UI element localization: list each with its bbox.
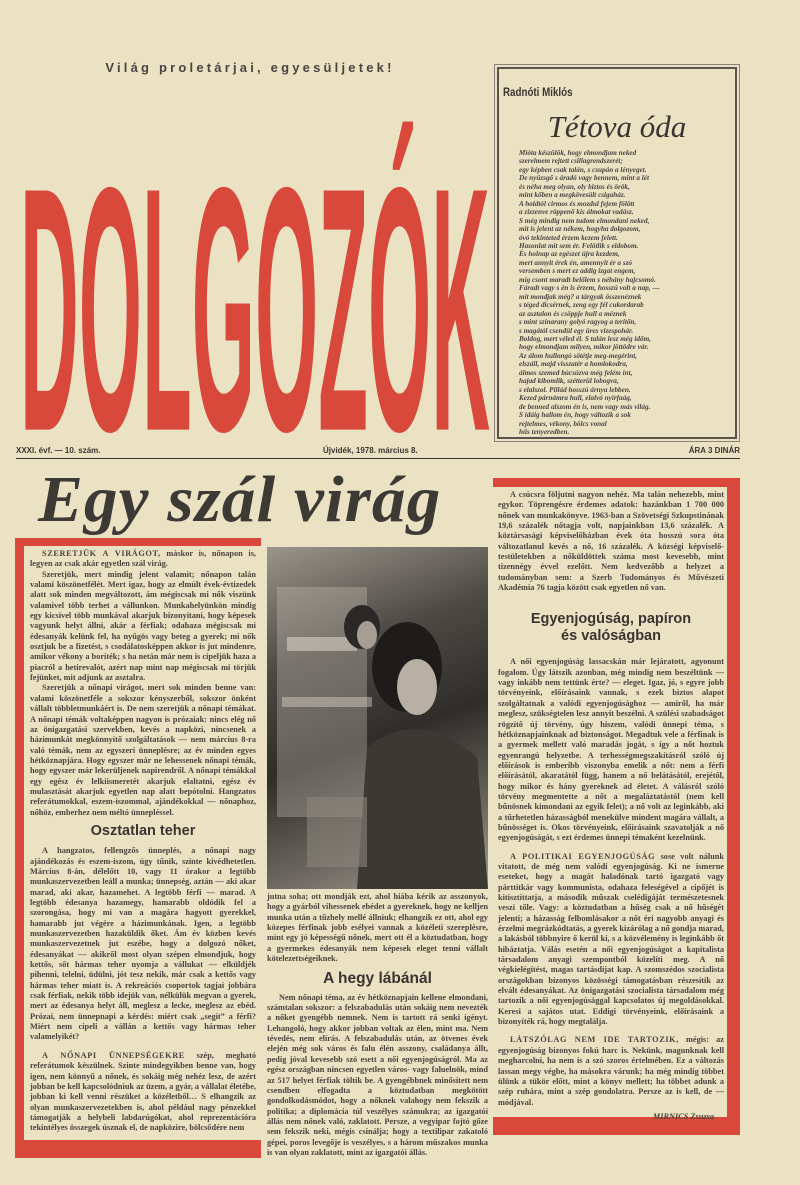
subheading-egyenjogusag xyxy=(498,611,724,645)
masthead-slogan: Világ proletárjai, egyesüljetek! xyxy=(105,60,395,75)
paragraph-text: A hangzatos, fellengzős ünneplés, a nőnapi nagy ajándékozás és eszem-iszom, úgy tűnik, szinte kivédhetetlen. Március 8-án, délelőtt 10, vagy 11 órakor a legtöbb munkaszervezetben leáll a munka; ünnepség, aztán — aki akar marad, aki akar, hazamehet. A legtöbb férfi — marad. A legtöbb édesanya hazamegy, hamarabb oldódik fel a szorongása, hogy mi van a magára hagyott gyerekkel, hamarabb jut végére a házimunkának. Igen, a legtöbb munkaszervezetben hazaküldik őket. Ám év közben kevés munkaszervezetnek jut eszébe, hogy a dolgozó nőket, édesanyákat — akikről most olyan szépen elmondjuk, hogy kettős, sőt hármas teher nyomja a vállukat — elküldjék pihenni, telelni, üdülni, jót tesz nekik, már csak a kettős vagy hármas teher miatt is. A rekreációs csoportok tagjai jobbára csak férfiak, nekik több idejük van, nélkülük megvan a gyerek, mert az édesanya helyt áll, meglesz a lecke, meglesz az ebéd. Prózai, nem ünnepnapi a kérdés: miért csak „segít” a férfi? Miért nem cipeli a vállán a kettős vagy hármas teher valamelyikét? xyxy=(30,846,256,1042)
photo-women-at-textile-machines xyxy=(267,547,488,889)
poem-line: míg csont maradt belőlem s néhány hajcsomó. xyxy=(519,275,656,284)
poem-line: és néha meg olyan, oly biztos és örök, xyxy=(519,182,630,191)
poem-line: s téged dicsérnek, zeng egy fél cukordarab xyxy=(519,301,644,310)
paragraph-text: szép, megható referátumok készülnek. Szinte mindegyikben benne van, hogy igen, nem könnyű a nőnek, és sokáig még nehéz lesz, de azért jobban be kell kapcsolódniuk az üzem, a gyár, a vállalat életébe, jobban ki kell venni részüket a közéletből… S elhangzik az olyan munkaszervezetekben is, ahol például nagy pénzekkel támogatják a helybeli labdarúgókat, ahol reprezentációra tekintélyes összegek úsznak el, de napközire, bölcsődére nem xyxy=(30,1050,256,1133)
place-date: Újvidék, 1978. március 8. xyxy=(323,446,418,455)
lead-caps: SZERETJÜK A VIRÁGOT, xyxy=(42,549,161,558)
subheading-osztatlan-teher: Osztatlan teher xyxy=(90,822,196,839)
poem-line: mert annyit érek én, amennyit ér a szó xyxy=(519,258,633,267)
masthead-logo xyxy=(18,82,493,437)
poem-title: Tétova óda xyxy=(547,109,687,144)
paragraph-text: máskor is, nőnapon is, legyen az csak akár egyetlen szál virág. xyxy=(30,549,257,569)
poem-line: s mint színarany golyó ragyog a terítőn, xyxy=(519,318,637,327)
poem-line: álmos szemed búcsúzva még felém int, xyxy=(519,368,633,377)
paragraph xyxy=(30,1051,256,1134)
poem-line: És holnap az egészet újra kezdem, xyxy=(519,250,620,259)
poem-line: hogy elmondjam milyen, mikor jöttödre vár. xyxy=(519,343,649,352)
paragraph xyxy=(30,570,256,684)
poem-line: De nyüzsgő s áradó vagy bennem, mint a lét xyxy=(519,174,649,183)
dateline xyxy=(16,444,740,459)
poem-line: Hasonlat mit sem ér. Felötlik s eldobom. xyxy=(519,241,639,250)
poem-line: hűs tenyeredben. xyxy=(519,427,570,436)
poem-line: mit mondjak még? a tárgyak összenéznek xyxy=(519,292,642,301)
poem-line: s magától csendül egy üres vizespohár. xyxy=(519,326,634,335)
red-rule-top-right xyxy=(493,478,740,487)
paragraph-text: Szeretjük, mert mindig jelent valamit; nőnapon talán valami köszönetfélét. Mert igaz, hogy az elmúlt évek-évtizedek alatt sok minden megváltozott, ám mégiscsak mi nők viszünk valamivel több terhet a vállunkon. Munkahelyünkön mindig egy kicsivel több munkával akarjuk bizonyítani, hogy képesek vagyunk helyt állni, akár a férfiak; odahaza mégiscsak mi édesanyák kelünk fel, ha nyűgös vagy beteg a gyerek; mi nők osztjuk be a fizetést, s csodálatosképpen akkor is jut mindenre, amikor vékony a boríték; s ha netán már nem is cipeljük haza a piacról a hetirevalót, azért nap mint nap mégiscsak mi törjük fejünket, mit adjunk az asztalra. xyxy=(30,569,256,683)
poem-line: Az álom hullongó sötétje meg-megérint, xyxy=(519,351,638,360)
poem-line: S idáig hallom én, hogy változik a sok xyxy=(519,411,631,420)
paragraph xyxy=(30,549,256,570)
poem-line: rejtelmes, vékony, bölcs vonal xyxy=(519,419,607,428)
red-rule-right xyxy=(727,478,740,1135)
paragraph xyxy=(498,657,724,843)
poem-text xyxy=(519,149,734,436)
poem-line: a zizzenve röppenő kis álmokat vadász. xyxy=(519,208,634,217)
poem-line: Kezed párnámra hull, elalvó nyírfaág, xyxy=(519,394,632,403)
poem-line: mit is jelent az nékem, hogyha dolgozom, xyxy=(519,225,641,234)
paragraph xyxy=(30,846,256,1043)
poem-line: versemben s mert ez addig izgat engem, xyxy=(519,267,636,276)
poem-line: az asztalon és csöppje hull a méznek xyxy=(519,309,627,318)
poem-box xyxy=(497,67,737,439)
photo-image xyxy=(267,547,488,889)
masthead-title: DOLGOZÓK xyxy=(20,115,490,437)
subheading-line: és valóságban xyxy=(561,628,661,645)
paragraph xyxy=(30,683,256,817)
poem-line: Fáradt vagy s én is érzem, hosszú volt a nap, — xyxy=(519,284,660,293)
poem-line: Mióta készülök, hogy elmondjam neked xyxy=(519,149,637,157)
issue-number: XXXI. évf. — 10. szám. xyxy=(16,446,101,455)
article-headline: Egy szál virág xyxy=(38,463,442,536)
paragraph: jutna soha; ott mondják ezt, ahol hiába kérik az asszonyok, hogy a gyárból vihessenek ebédet a gyereknek, hogy ne kelljen munka után a tűzhely mellé állniuk; elhangzik ez ott, ahol egy közepes férfinak jobb esélyei vannak a közéleti szereplésre, mint egy jó képességű nőnek, mert ott él a köztudatban, hogy a gyermekes édesanyák nem képesek eleget tenni vállalt kötelezettségeiknek. xyxy=(267,892,488,964)
paragraph-text: mégis: az egyenjogúság bizonyos fokú harc is. Nekünk, magunknak kell megharcolni, ha nem is a szó szoros értelmében. Ez a változás lassan megy végbe, ha másokra várunk; ha még mindig többet ülünk a tükör előtt, mint a könyv mellett; ha többet adunk a szép ruhára, mint a szép gondolatra. Persze az is kell, de — módjával. xyxy=(498,1035,724,1107)
red-rule-bottom-left xyxy=(15,1140,261,1158)
paragraph: A csúcsra följutni nagyon nehéz. Ma talán nehezebb, mint egykor. Töprengésre érdemes adatok: hazánkban 1 700 000 nőnek van munkakönyve. 1963-ban a Szövetségi Szkupstinának 19,6 százalék nőtagja volt, napjainkban 13,6 százalék. A köztársasági képviselőházban évek óta hosszú sora óta változatlanul kevés a nő, 16 százalék. A községi képviselő-testületekben a nőküldöttek száma most kevesebb, mint tizennégy évvel ezelőtt. Nem kedvezőbb a helyzet a tudományban sem: a Szerb Tudományos és Művészeti Akadémia 76 tagja között csak egyetlen nő van. xyxy=(498,490,724,593)
paragraph xyxy=(498,1035,724,1107)
subheading-a-hegy-labanal: A hegy lábánál xyxy=(323,970,432,988)
poem-line: S még mindig nem tudom elmondani neked, xyxy=(519,216,650,225)
poem-line: hajad kibomlik, szétterül lobogva, xyxy=(519,377,619,386)
subheading-line: Egyenjogúság, papíron xyxy=(530,611,692,628)
article-middle-column xyxy=(267,892,488,1158)
poem-line: mint kőben a megkövesült csigaház. xyxy=(519,191,626,200)
paragraph-text: sose volt nálunk vitatott, de még nem valódi egyenjogúság. Ki ne ismerne eseteket, hogy a magát haladónak tartó igazgató vagy párttitkár vagy kommunista, odahaza feleségével a cipőjét is kitisztíttatja, a második műszak cselédigáját természetesnek veszi tőle. Vagy: a köztudatban a hűség csak a nő hűségét jelenti; a házasság felbomlásakor a nőt éri nagyobb anyagi és érzelmi megrázkódtatás, a gyerek kizárólag a nő gondja marad, a lakásból többnyire ő kerül ki, s a közvélemény is leginkább őt hibáztatja. Válás esetén a női egyenjogúságot a kapitalista társadalom anyagi szempontból közelíti meg. A nő végkielégítést, magas tartásdíjat kap. A szomszédos szocialista országokban bizonyos közösségi támogatásban részesítik az elvált édesanyákat. Az önigazgatási szocialista társadalom még tartozik a női egyenjogúsággal kapcsolatos új megoldásokkal. Keresi a sajátos utat. Eddigi törvényeink, előírásaink a bizonyíték rá, hogy megtalálja. xyxy=(498,851,724,1027)
lead-caps: A NŐNAPI ÜNNEPSÉGEKRE xyxy=(42,1050,185,1060)
poem-line: A holdtól cirmos és mozdul fejem fölött xyxy=(519,199,635,208)
lead-caps: LÁTSZÓLAG NEM IDE TARTOZIK, xyxy=(510,1035,679,1045)
byline: MIRNICS Zsuzsa xyxy=(652,1111,714,1121)
poem-line: de benned alszom én is, nem vagy más világ. xyxy=(519,402,651,411)
article-left-column xyxy=(30,549,256,1134)
poem-line: szerelmem rejtett csillagrendszerét; xyxy=(519,157,623,166)
paragraph-text: A női egyenjogúság lassacskán már lejáratott, agyonunt fogalom. Úgy látszik azonban, még mindig nem beszéltünk — vagy inkább nem tettünk érte? — eleget. Igaz, jó, s egyre jobb törvényeink, előírásaink vannak, s ezek biztos alapot szolgáltatnak a valódi egyenjogúsághoz — amiről, ha már meglesz, szükségtelen lesz annyit beszélni. A szülési szabadságot rögzítő új törvény, úgy hiszem, valódi ünnepi téma, s hétköznapjainknak ad biztonságot. Megadtuk vele a férfinak is a gyermek mellett való maradás jogát, s így a nőt hoztuk egyenrangú helyzetbe. A terhességmegszakításról szóló új előírások is emberibb viszonyba emelik a nőt: nem a férfi előírásától, akaratától függ, hanem a nő belátásától, erejétől, hogy mikor és hány gyereknek ad életet. A válásról szóló törvény megmentette a nőt a megaláztatástól (nem kell bűnösnek kimondani az egyik felet); a nő volt az leginkább, aki a tűrhetetlen házasságból menekülve mindent magára vállalt, a bűnösséget is. Okos törvényeink, előírásaink szavatolják a nő egyenjogúságát, s ezt érdemes ünnepi témaként kezelnünk. xyxy=(498,657,724,843)
poem-line: óvó tekinteted érzem kezem felett. xyxy=(519,233,618,242)
red-rule-top-left xyxy=(15,538,261,546)
poem-author: Radnóti Miklós xyxy=(503,87,573,99)
poem-line: Boldog, mert véled él. S talán lesz még időm, xyxy=(519,334,651,343)
lead-caps: A POLITIKAI EGYENJOGÚSÁG xyxy=(510,851,656,861)
price: ÁRA 3 DINÁR xyxy=(688,446,740,455)
poem-line: elszáll, majd visszatér a homlokodra, xyxy=(519,360,628,369)
red-rule-left xyxy=(15,538,24,1158)
paragraph-text: Szeretjük a nőnapi virágot, mert sok minden benne van: valami köszönetféle a sokszor kényszerből, sokszor önként vállalt többletmunkáért is. De nem szeretjük a nőnapi témákat. A nőnapi témák voltaképpen nagyon is prózaiak: nincs elég nő az önigazgatási szervekben, kevés a napközi, nincsenek a házimunkát megkönnyítő szolgáltatások — nem március 8-ra való témák, nem az egyszeri ünneplésre; az év minden egyes hétköznapjára. Hogy egyszer már ne lehessenek nőnapi témák, hogy egyszer már lekerüljenek napirendről. A nőnapi témákkal egy egész év lelkiismeretét akarjuk elaltatni, egész év mulasztását akarjuk egyetlen nap alatt bepótolni. Hangzatos referátumokkal, eszem-iszommal, ajándékokkal — nőnaphoz, nőhöz, emberhez nem méltó ünnepléssel. xyxy=(30,683,256,817)
poem-line: s elalszol. Pillád hosszú árnya lebben. xyxy=(519,385,631,394)
paragraph: Nem nőnapi téma, az év hétköznapjain kellene elmondani, számtalan sokszor: a felszabadulás után sokáig nem nevezték a nőket gyengébb nemnek. Nem is tartott rá senki igényt. Lehangoló, hogy akkor jobban voltak az élen, mint ma. Nem tévedés, nem elírás. A felszabadulás után, az ötvenes évek elején még sok város és falu élén asszony, családanya állt, pedig jóval kevesebb szó esett a női egyenjogúságról. Ma az egész országban nincsen egyetlen város- vagy faluelnök, mind az 517 helyet férfiak töltik be. A gyengébbnek minősített nem csendben elfogadta a köztudatban megkötött gondolkodásmódot, hogy a nőknek valahogy nem fekszik a politika; a diplomácia túl veszélyes számukra; az igazgatói állás nem nőnek való, zaklatott. Persze, a vegyipar fojtó gőze sem fekszik neki, mégis csinálja; hogy a textilipar zakatoló gépei, poros levegője is veszélyes, s a három műszakos munka is van olyan zaklatott, mint az igazgatói állás. xyxy=(267,992,488,1157)
article-right-column xyxy=(498,490,724,1122)
poem-line: egy képben csak talán, s csupán a lényeget. xyxy=(519,165,647,174)
paragraph xyxy=(498,852,724,1028)
